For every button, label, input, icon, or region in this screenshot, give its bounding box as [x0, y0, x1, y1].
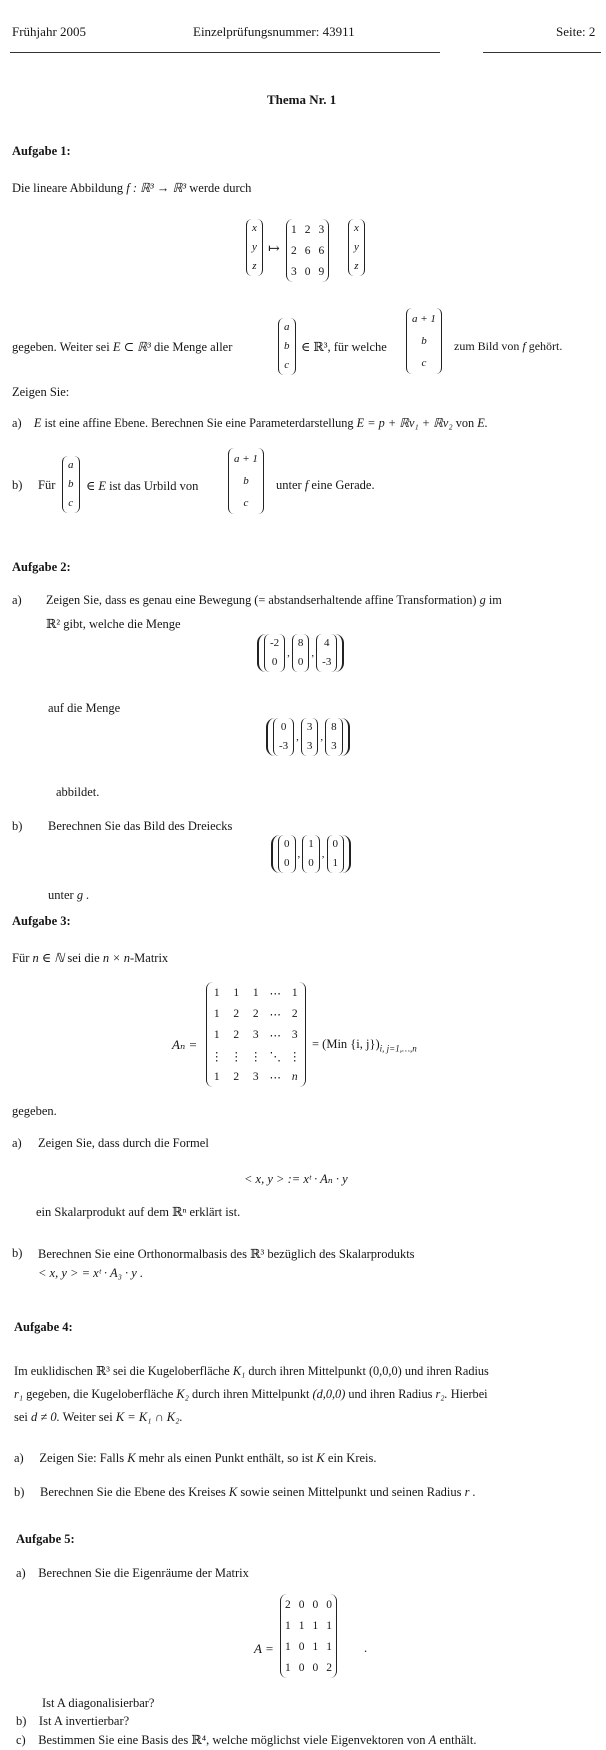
a4-a	[14, 1451, 377, 1466]
vec-entry: a	[284, 321, 290, 333]
vec-entry: 3	[306, 740, 313, 752]
matrix-cell: 0	[312, 1661, 319, 1674]
a5-c-A: A	[428, 1733, 437, 1747]
vec-entry: c	[421, 357, 427, 369]
matrix-cell: 2	[252, 1007, 259, 1020]
a3-b-formula: < x, y > = xᵗ · A₃ · y .	[38, 1266, 144, 1280]
a1-given-f: f	[522, 339, 526, 353]
a1-intro	[12, 180, 251, 196]
vec-entry: 0	[271, 656, 278, 668]
vec-entry: b	[421, 335, 427, 347]
a3-rhs-text: = (Min {i, j})	[312, 1037, 380, 1051]
a4-line1	[14, 1364, 489, 1379]
matrix-cell: 1	[298, 1619, 305, 1632]
a3-intro-post: -Matrix	[130, 951, 169, 965]
matrix-cell: 1	[213, 986, 220, 999]
a5-a	[16, 1566, 249, 1581]
a4-l2-K2: K₂	[176, 1387, 189, 1401]
matrix-cell: 3	[252, 1028, 259, 1041]
matrix-cell: ⋮	[230, 1050, 242, 1063]
a5-b-text: Ist A invertierbar?	[38, 1714, 130, 1728]
a3-intro-pre: Für	[12, 951, 30, 965]
a4-l2-end: Hierbei	[450, 1387, 488, 1401]
matrix-cell: 3	[252, 1070, 259, 1083]
a1-intro-pre: Die lineare Abbildung	[12, 181, 124, 195]
a3-a-formula: < x, y > := xᵗ · Aₙ · y	[244, 1172, 348, 1186]
matrix-cell: ⋮	[250, 1050, 262, 1063]
a4-l1-mid2: durch ihren Mittelpunkt	[248, 1364, 366, 1378]
a1-b-mid	[86, 478, 198, 494]
set-vector	[292, 634, 310, 672]
matrix-cell: 1	[326, 1640, 332, 1653]
a1-b-inE: ∈ E	[86, 479, 107, 493]
a1-b-end	[276, 478, 375, 493]
a4-b	[14, 1485, 476, 1500]
a1-part-a	[12, 416, 488, 431]
a2-unter-g: g .	[76, 888, 90, 902]
a4-a-text2: mehr als einen Punkt enthält, so ist	[138, 1451, 314, 1465]
matrix-cell: 0	[304, 265, 311, 278]
a4-l1-p1: (0,0,0)	[368, 1364, 402, 1378]
a5-A: A =	[254, 1641, 274, 1656]
matrix-cell: 2	[291, 1007, 298, 1020]
vec-entry: x	[252, 222, 257, 234]
a4-a-text: Zeigen Sie: Falls	[39, 1451, 125, 1465]
matrix-cell: 2	[304, 223, 311, 236]
vec-entry: a + 1	[234, 453, 258, 465]
vec-entry: 3	[331, 740, 337, 752]
a4-l2-r2: r₂.	[435, 1387, 448, 1401]
a4-l1-post: und ihren Radius	[404, 1364, 489, 1378]
a1-given-E: E ⊂ ℝ³	[112, 340, 151, 354]
matrix-cell: ⋮	[289, 1050, 301, 1063]
matrix-cell: 1	[252, 986, 259, 999]
matrix-cell: 1	[233, 986, 240, 999]
a2-a-line1	[46, 593, 502, 608]
a2-auf: auf die Menge	[48, 701, 121, 715]
a1-vec-abc	[278, 318, 296, 375]
matrix-cell: 2	[291, 244, 297, 257]
a3-An: Aₙ =	[172, 1037, 198, 1052]
a3-matrix	[206, 982, 306, 1087]
aufgabe-5-heading: Aufgabe 5:	[16, 1532, 75, 1546]
a3-gegeben: gegeben.	[12, 1104, 57, 1118]
a3-a-text: Zeigen Sie, dass durch die Formel	[38, 1136, 209, 1150]
a1-given-mid: die Menge aller	[153, 340, 233, 354]
a3-intro-n: n ∈ ℕ	[32, 951, 65, 965]
a4-l3-pre: sei	[14, 1410, 28, 1424]
a2-a-im: im	[488, 593, 502, 607]
matrix-cell: 1	[285, 1640, 291, 1653]
header-rule-right	[483, 52, 601, 53]
vec-entry: -3	[279, 740, 289, 752]
a2-b-text: Berechnen Sie das Bild des Dreiecks	[48, 819, 233, 833]
vec-entry: 0	[280, 721, 287, 733]
matrix-cell: 6	[304, 244, 311, 257]
vec-entry: 4	[324, 637, 330, 649]
a3-b-label: b)	[12, 1246, 23, 1260]
a3-a-line2-text: ein Skalarprodukt auf dem	[36, 1205, 169, 1219]
set-vector	[302, 835, 320, 873]
set-vector	[273, 718, 294, 756]
a4-l1-mid: sei die Kugeloberfläche	[112, 1364, 230, 1378]
a1-intro-post: werde durch	[189, 181, 252, 195]
set-vector	[325, 718, 343, 756]
a3-intro	[12, 950, 168, 966]
a5-q1: Ist A diagonalisierbar?	[42, 1696, 155, 1710]
vec-entry: 0	[308, 857, 314, 869]
a2-unter	[48, 888, 89, 903]
matrix-cell: ⋯	[269, 1071, 281, 1084]
a2-a-g: g	[479, 593, 486, 607]
a1-a-von: von	[455, 416, 475, 430]
matrix-cell: ⋯	[269, 987, 281, 1000]
matrix-cell: 2	[233, 1070, 240, 1083]
a4-b-text: Berechnen Sie die Ebene des Kreises	[40, 1485, 226, 1499]
header-left: Frühjahr 2005	[12, 24, 87, 39]
header-right: Seite: 2	[556, 24, 596, 39]
a4-b-r: r .	[464, 1485, 476, 1499]
set-vector	[316, 634, 337, 672]
a1-b-fuer: Für	[38, 478, 56, 492]
vec-entry: c	[68, 497, 74, 509]
matrix-cell: 0	[326, 1598, 332, 1611]
matrix-cell: ⋯	[269, 1029, 281, 1042]
a4-line2	[14, 1387, 488, 1402]
vec-entry: -3	[322, 656, 332, 668]
a1-intro-f: f : ℝ³ → ℝ³	[126, 181, 187, 195]
aufgabe-1-heading: Aufgabe 1:	[12, 144, 71, 158]
set-vector	[264, 634, 285, 672]
header-center: Einzelprüfungsnummer: 43911	[193, 24, 355, 39]
a1-given-pre: gegeben. Weiter sei	[12, 340, 110, 354]
page-title: Thema Nr. 1	[267, 92, 337, 107]
a5-c-text2: , welche möglichst viele Eigenvektoren von	[206, 1733, 426, 1747]
a3-a-Rn: ℝⁿ	[172, 1205, 187, 1219]
a1-b-text: ist das Urbild von	[109, 479, 199, 493]
set-vector	[278, 835, 296, 873]
vec-entry: 3	[306, 721, 313, 733]
a1-a-label: a)	[12, 416, 22, 430]
matrix-cell: ⋱	[269, 1050, 281, 1063]
a3-rhs	[312, 1037, 417, 1054]
set-vector	[301, 718, 319, 756]
matrix-cell: 1	[291, 986, 298, 999]
a4-l1-R3: ℝ³	[95, 1364, 110, 1378]
a4-l2-p2: (d,0,0)	[312, 1387, 346, 1401]
a1-zeigen: Zeigen Sie:	[12, 385, 70, 399]
aufgabe-2-heading: Aufgabe 2:	[12, 560, 71, 574]
a4-l2-mid3: und ihren Radius	[348, 1387, 433, 1401]
matrix-cell: 0	[298, 1640, 305, 1653]
a2-a-line1-text: Zeigen Sie, dass es genau eine Bewegung (= abstandserhaltende affine Transformation)	[46, 593, 477, 607]
matrix-cell: 1	[291, 223, 297, 236]
a3-a-line2	[36, 1204, 240, 1220]
a5-a-text: Berechnen Sie die Eigenräume der Matrix	[38, 1566, 249, 1580]
a5-c-text: Bestimmen Sie eine Basis des	[38, 1733, 189, 1747]
a1-b-vec-abc	[62, 456, 80, 513]
a4-a-end: ein Kreis.	[327, 1451, 377, 1465]
a4-l2-mid: gegeben, die Kugeloberfläche	[26, 1387, 174, 1401]
matrix-cell: 1	[285, 1619, 291, 1632]
vec-entry: 0	[332, 838, 338, 850]
a3-b-line1	[38, 1246, 415, 1262]
a4-l1-pre: Im euklidischen	[14, 1364, 93, 1378]
vec-entry: y	[354, 241, 359, 253]
vec-entry: 0	[284, 857, 290, 869]
a2-a-label: a)	[12, 593, 22, 607]
vec-entry: 0	[284, 838, 290, 850]
a4-l2-r1: r₁	[14, 1387, 24, 1401]
matrix-cell: ⋮	[211, 1050, 223, 1063]
a4-b-label: b)	[14, 1485, 25, 1499]
vec-entry: b	[284, 340, 290, 352]
vec-entry: a + 1	[412, 313, 436, 325]
a4-a-label: a)	[14, 1451, 24, 1465]
a3-a-end: erklärt ist.	[189, 1205, 241, 1219]
a4-l3-d: d ≠ 0.	[31, 1410, 60, 1424]
vec-entry: b	[243, 475, 249, 487]
matrix-cell: 1	[312, 1640, 319, 1653]
vec-entry: 1	[332, 857, 338, 869]
vec-entry: c	[243, 497, 249, 509]
matrix-cell: 1	[285, 1661, 291, 1674]
a1-a-E: E	[33, 416, 42, 430]
a2-a-R2: ℝ²	[46, 617, 61, 631]
a3-intro-mid: sei die	[67, 951, 100, 965]
a1-b-unter: unter	[276, 478, 302, 492]
a4-l1-K1: K₁	[232, 1364, 246, 1378]
a2-a-line2	[46, 616, 181, 632]
aufgabe-3-heading: Aufgabe 3:	[12, 914, 71, 928]
a1-given-post: zum Bild von	[454, 339, 520, 353]
a3-rhs-sub: i, j=1,…,n	[379, 1043, 417, 1054]
a3-b-text: Berechnen Sie eine Orthonormalbasis des	[38, 1247, 247, 1261]
a3-b-R3: ℝ³	[250, 1247, 265, 1261]
matrix-cell: 1	[213, 1028, 220, 1041]
matrix-cell: ⋯	[269, 1008, 281, 1021]
vec-entry: z	[252, 260, 257, 272]
a1-a-E2: E.	[477, 416, 488, 430]
vec-entry: y	[252, 241, 257, 253]
a1-vec-xyz	[246, 219, 263, 276]
matrix-cell: 3	[318, 223, 325, 236]
matrix-cell: 2	[233, 1028, 240, 1041]
vec-entry: z	[354, 260, 359, 272]
matrix-cell: 3	[291, 1028, 298, 1041]
a1-given-line	[12, 339, 232, 355]
matrix-cell: 3	[291, 265, 297, 278]
matrix-cell: 1	[326, 1619, 332, 1632]
a2-a-line2-text: gibt, welche die Menge	[63, 617, 181, 631]
matrix-cell: 1	[213, 1007, 220, 1020]
a1-given-end	[454, 339, 562, 354]
a2-b-label: b)	[12, 819, 23, 833]
a4-l3-K: K = K₁ ∩ K₂.	[115, 1410, 183, 1424]
a5-dot: .	[364, 1641, 368, 1655]
a1-in-r3: ∈ ℝ³, für welche	[301, 340, 387, 354]
matrix-cell: 1	[213, 1070, 220, 1083]
a3-b-text2: bezüglich des Skalarprodukts	[267, 1247, 415, 1261]
a3-a-label: a)	[12, 1136, 22, 1150]
a1-vec-xyz-2	[348, 219, 365, 276]
aufgabe-4-heading: Aufgabe 4:	[14, 1320, 73, 1334]
vec-entry: 8	[331, 721, 337, 733]
a2-set1: -2 0 , 8 0 , 4 -3	[257, 634, 344, 672]
a5-c-end: enthält.	[439, 1733, 477, 1747]
a1-maps-to: ↦	[268, 242, 280, 257]
set-vector	[327, 835, 345, 873]
a5-c-R4: ℝ⁴	[191, 1733, 207, 1747]
vec-entry: -2	[270, 637, 280, 649]
a4-b-K: K	[228, 1485, 238, 1499]
matrix-cell: 0	[298, 1661, 305, 1674]
a4-line3	[14, 1410, 183, 1425]
a1-matrix	[286, 219, 329, 282]
vec-entry: b	[68, 478, 74, 490]
a5-b	[16, 1714, 129, 1729]
a2-abbildet: abbildet.	[56, 785, 100, 799]
a5-c-label: c)	[16, 1733, 26, 1747]
a2-set2: 0 -3 , 3 3 , 8 3	[266, 718, 350, 756]
a4-b-text2: sowie seinen Mittelpunkt und seinen Radius	[240, 1485, 462, 1499]
vec-entry: 8	[297, 637, 304, 649]
a5-b-label: b)	[16, 1714, 27, 1728]
vec-entry: 1	[308, 838, 314, 850]
a4-l3-mid: Weiter sei	[62, 1410, 113, 1424]
a1-vec-a1bc	[406, 308, 442, 374]
a4-a-K2: K	[316, 1451, 325, 1465]
matrix-cell: 6	[318, 244, 325, 257]
a5-a-label: a)	[16, 1566, 26, 1580]
a4-l2-mid2: durch ihren Mittelpunkt	[191, 1387, 310, 1401]
a1-b-end-text: eine Gerade.	[311, 478, 375, 492]
vec-entry: 0	[297, 656, 304, 668]
a5-matrix	[280, 1594, 337, 1678]
vec-entry: c	[284, 359, 290, 371]
matrix-cell: n	[291, 1070, 298, 1083]
a1-b-vec-a1bc	[228, 448, 264, 514]
matrix-cell: 0	[312, 1598, 319, 1611]
a1-b-label: b)	[12, 478, 23, 492]
a4-a-K: K	[127, 1451, 136, 1465]
vec-entry: x	[354, 222, 359, 234]
matrix-cell: 9	[318, 265, 325, 278]
matrix-cell: 0	[298, 1598, 305, 1611]
a1-given-end-text: gehört.	[528, 339, 563, 353]
a1-a-formula: E = p + ℝv₁ + ℝv₂	[356, 416, 453, 430]
matrix-cell: 2	[233, 1007, 240, 1020]
matrix-cell: 2	[326, 1661, 332, 1674]
vec-entry: a	[68, 459, 74, 471]
a5-c	[16, 1732, 477, 1748]
a2-unter-text: unter	[48, 888, 74, 902]
a1-a-text: ist eine affine Ebene. Berechnen Sie eine Parameterdarstellung	[44, 416, 354, 430]
header-rule-left	[10, 52, 440, 53]
a1-b-f: f	[304, 478, 309, 492]
matrix-cell: 2	[285, 1598, 291, 1611]
matrix-cell: 1	[312, 1619, 319, 1632]
a3-intro-nxn: n × n	[102, 951, 130, 965]
a2-set3: 0 0 , 1 0 , 0 1	[271, 835, 351, 873]
